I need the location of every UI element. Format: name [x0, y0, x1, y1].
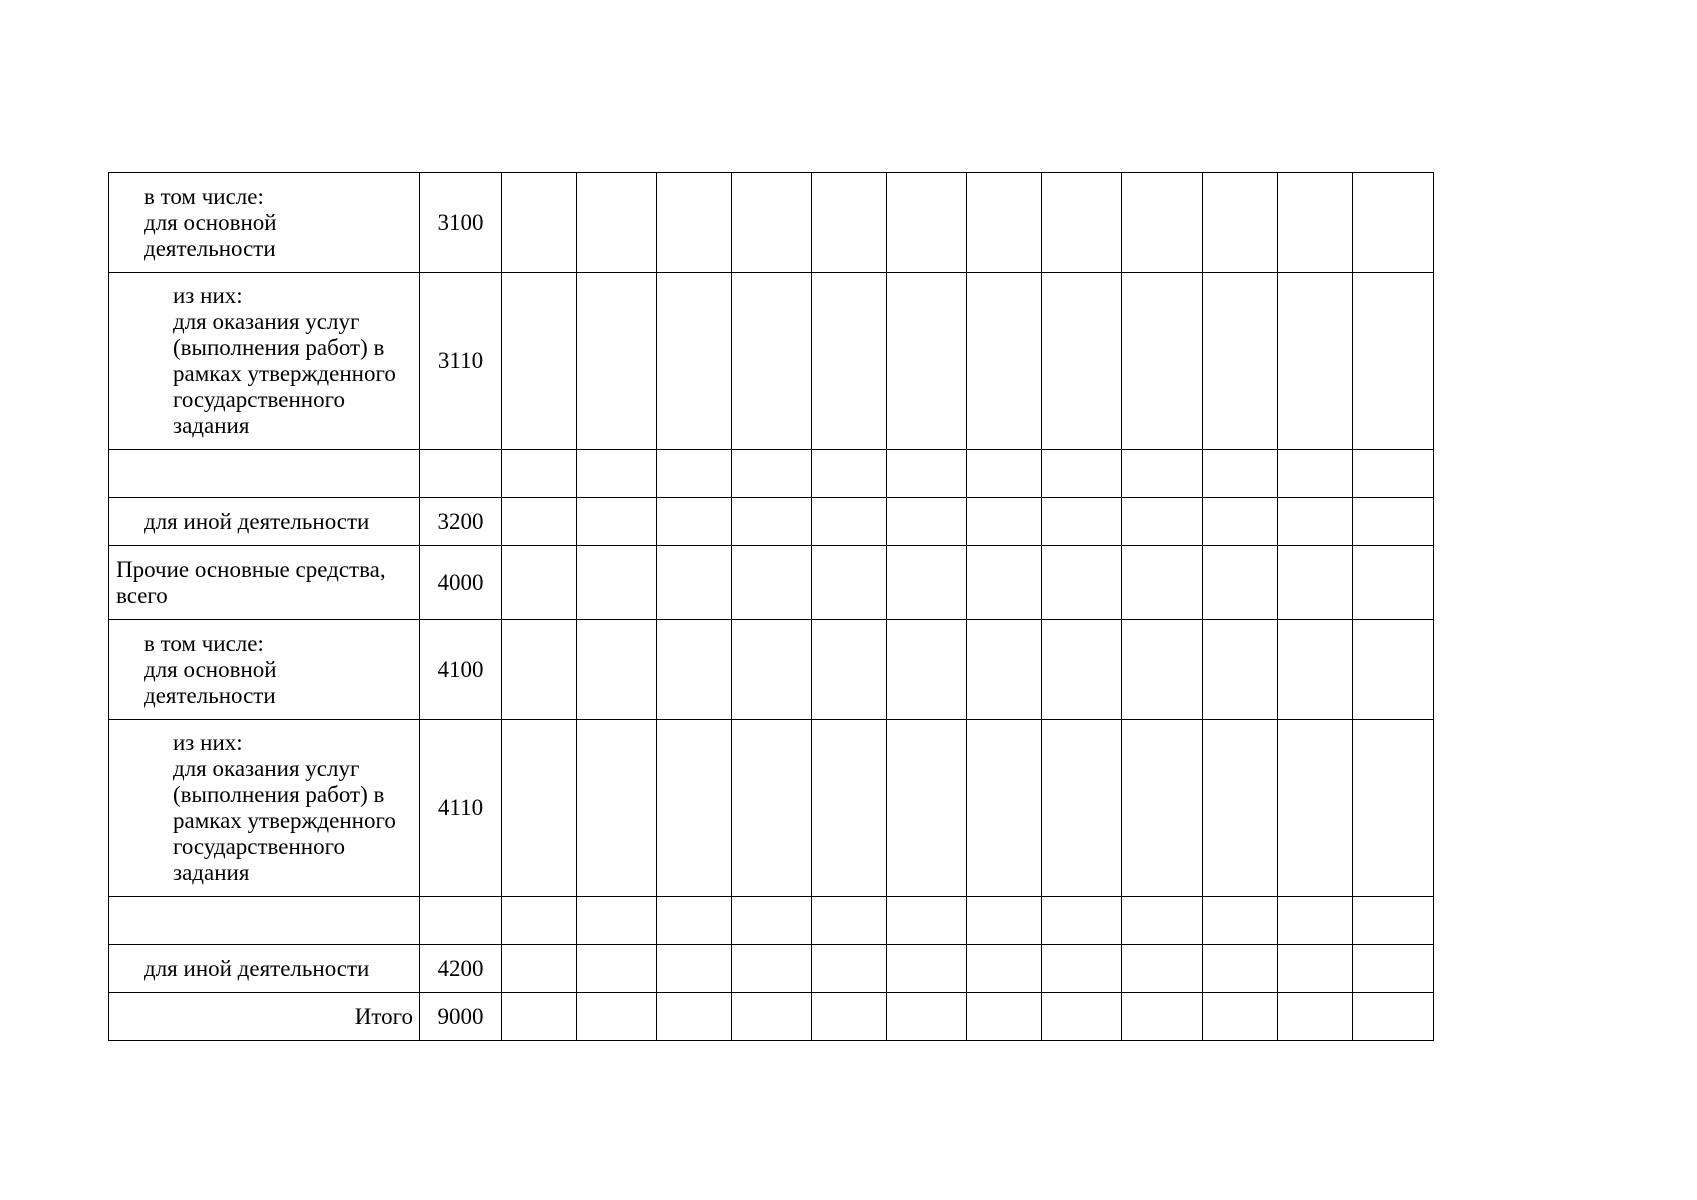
value-cell [657, 546, 732, 620]
value-cell [1122, 450, 1203, 498]
value-cell [732, 546, 812, 620]
value-cell [577, 945, 657, 993]
value-cell [1203, 897, 1278, 945]
value-cell [577, 720, 657, 897]
value-cell [1278, 993, 1353, 1041]
row-label-line: для основной [144, 209, 277, 235]
value-cell [1042, 897, 1122, 945]
value-cell [967, 945, 1042, 993]
table-row [109, 173, 1434, 273]
table-row [109, 498, 1434, 546]
fixed-assets-table [108, 172, 1434, 1041]
value-cell [1122, 720, 1203, 897]
value-cell [1203, 273, 1278, 450]
value-cell [502, 498, 577, 546]
row-label-line: из них: [173, 730, 243, 755]
value-cell [732, 945, 812, 993]
value-cell [1122, 498, 1203, 546]
value-cell [812, 993, 887, 1041]
value-cell [1353, 498, 1434, 546]
row-label-line: для иной деятельности [144, 508, 370, 534]
value-cell [1042, 173, 1122, 273]
value-cell [577, 620, 657, 720]
row-code-cell: 3200 [420, 498, 502, 546]
value-cell [1203, 945, 1278, 993]
value-cell [577, 546, 657, 620]
row-label-line: деятельности [144, 235, 276, 261]
value-cell [1042, 993, 1122, 1041]
row-code-cell [420, 450, 502, 498]
value-cell [502, 173, 577, 273]
table-row [109, 273, 1434, 450]
row-label-line: государственного [173, 387, 345, 412]
value-cell [887, 273, 967, 450]
row-label-cell [109, 620, 420, 720]
value-cell [577, 498, 657, 546]
value-cell [887, 450, 967, 498]
table-row [109, 546, 1434, 620]
value-cell [1278, 620, 1353, 720]
row-code-cell: 3100 [420, 173, 502, 273]
row-code-cell: 4110 [420, 720, 502, 897]
value-cell [1042, 273, 1122, 450]
row-label-cell [109, 273, 420, 450]
value-cell [1203, 620, 1278, 720]
row-code-cell: 9000 [420, 993, 502, 1041]
row-label-line: для иной деятельности [144, 955, 370, 981]
table-row [109, 720, 1434, 897]
value-cell [1122, 546, 1203, 620]
value-cell [887, 720, 967, 897]
value-cell [887, 993, 967, 1041]
row-label-line: (выполнения работ) в [173, 782, 385, 807]
value-cell [1042, 945, 1122, 993]
row-label-line: (выполнения работ) в [173, 335, 385, 360]
row-label-cell [109, 450, 420, 498]
row-code-cell: 4000 [420, 546, 502, 620]
value-cell [967, 897, 1042, 945]
row-label-line: задания [173, 413, 250, 438]
value-cell [812, 498, 887, 546]
value-cell [1042, 546, 1122, 620]
value-cell [1203, 498, 1278, 546]
value-cell [1353, 620, 1434, 720]
row-label-line: из них: [173, 283, 243, 308]
value-cell [732, 450, 812, 498]
table-row [109, 993, 1434, 1041]
value-cell [887, 546, 967, 620]
value-cell [812, 945, 887, 993]
value-cell [1042, 450, 1122, 498]
value-cell [502, 993, 577, 1041]
value-cell [732, 620, 812, 720]
value-cell [1278, 273, 1353, 450]
value-cell [502, 273, 577, 450]
value-cell [732, 720, 812, 897]
value-cell [1122, 897, 1203, 945]
value-cell [812, 450, 887, 498]
value-cell [657, 945, 732, 993]
value-cell [812, 546, 887, 620]
value-cell [812, 620, 887, 720]
value-cell [1122, 273, 1203, 450]
value-cell [577, 273, 657, 450]
table-row [109, 897, 1434, 945]
row-code-cell: 4100 [420, 620, 502, 720]
value-cell [1278, 173, 1353, 273]
value-cell [887, 173, 967, 273]
row-code-cell: 3110 [420, 273, 502, 450]
value-cell [657, 273, 732, 450]
value-cell [967, 993, 1042, 1041]
value-cell [657, 620, 732, 720]
value-cell [887, 498, 967, 546]
value-cell [812, 173, 887, 273]
row-label-line: рамках утвержденного [173, 361, 396, 386]
value-cell [812, 897, 887, 945]
row-label-cell [109, 993, 420, 1041]
row-label-cell [109, 720, 420, 897]
value-cell [657, 720, 732, 897]
row-label-cell [109, 546, 420, 620]
value-cell [887, 945, 967, 993]
table-row [109, 620, 1434, 720]
value-cell [967, 498, 1042, 546]
value-cell [732, 897, 812, 945]
table-body [109, 173, 1434, 1041]
value-cell [1122, 173, 1203, 273]
value-cell [502, 720, 577, 897]
row-label-cell [109, 897, 420, 945]
value-cell [1353, 450, 1434, 498]
value-cell [1203, 546, 1278, 620]
value-cell [1203, 993, 1278, 1041]
value-cell [502, 897, 577, 945]
value-cell [1203, 173, 1278, 273]
value-cell [657, 993, 732, 1041]
value-cell [967, 720, 1042, 897]
row-label-line: для оказания услуг [173, 309, 360, 334]
table-row [109, 450, 1434, 498]
value-cell [577, 993, 657, 1041]
row-label-line: задания [173, 860, 250, 885]
value-cell [967, 173, 1042, 273]
value-cell [577, 450, 657, 498]
row-code-cell: 4200 [420, 945, 502, 993]
value-cell [1353, 273, 1434, 450]
value-cell [812, 273, 887, 450]
value-cell [1353, 945, 1434, 993]
value-cell [967, 620, 1042, 720]
value-cell [502, 945, 577, 993]
value-cell [1278, 945, 1353, 993]
value-cell [967, 450, 1042, 498]
value-cell [577, 897, 657, 945]
row-label-cell [109, 173, 420, 273]
value-cell [1203, 720, 1278, 897]
value-cell [1278, 450, 1353, 498]
table-row [109, 945, 1434, 993]
row-label-line: рамках утвержденного [173, 808, 396, 833]
value-cell [657, 173, 732, 273]
value-cell [967, 546, 1042, 620]
row-label-cell [109, 945, 420, 993]
value-cell [1353, 546, 1434, 620]
value-cell [1122, 993, 1203, 1041]
value-cell [732, 273, 812, 450]
row-label-line: всего [116, 582, 168, 608]
value-cell [1353, 993, 1434, 1041]
row-label-line: в том числе: [144, 183, 264, 209]
value-cell [1042, 620, 1122, 720]
value-cell [1278, 897, 1353, 945]
value-cell [887, 620, 967, 720]
row-label-line: для оказания услуг [173, 756, 360, 781]
row-code-cell [420, 897, 502, 945]
value-cell [1278, 546, 1353, 620]
value-cell [1042, 498, 1122, 546]
value-cell [887, 897, 967, 945]
value-cell [1353, 897, 1434, 945]
row-label-cell [109, 498, 420, 546]
value-cell [1278, 498, 1353, 546]
value-cell [967, 273, 1042, 450]
value-cell [657, 498, 732, 546]
value-cell [502, 546, 577, 620]
value-cell [1353, 720, 1434, 897]
row-label-line: деятельности [144, 682, 276, 708]
value-cell [732, 498, 812, 546]
row-label-line: в том числе: [144, 630, 264, 656]
value-cell [732, 173, 812, 273]
value-cell [812, 720, 887, 897]
value-cell [657, 450, 732, 498]
value-cell [1042, 720, 1122, 897]
value-cell [1203, 450, 1278, 498]
value-cell [577, 173, 657, 273]
value-cell [502, 450, 577, 498]
value-cell [1122, 945, 1203, 993]
value-cell [502, 620, 577, 720]
value-cell [1122, 620, 1203, 720]
row-label-line: Прочие основные средства, [116, 556, 386, 582]
value-cell [1353, 173, 1434, 273]
row-label-line: для основной [144, 656, 277, 682]
value-cell [657, 897, 732, 945]
row-label-line: государственного [173, 834, 345, 859]
row-label-line: Итого [354, 1003, 413, 1029]
value-cell [732, 993, 812, 1041]
value-cell [1278, 720, 1353, 897]
